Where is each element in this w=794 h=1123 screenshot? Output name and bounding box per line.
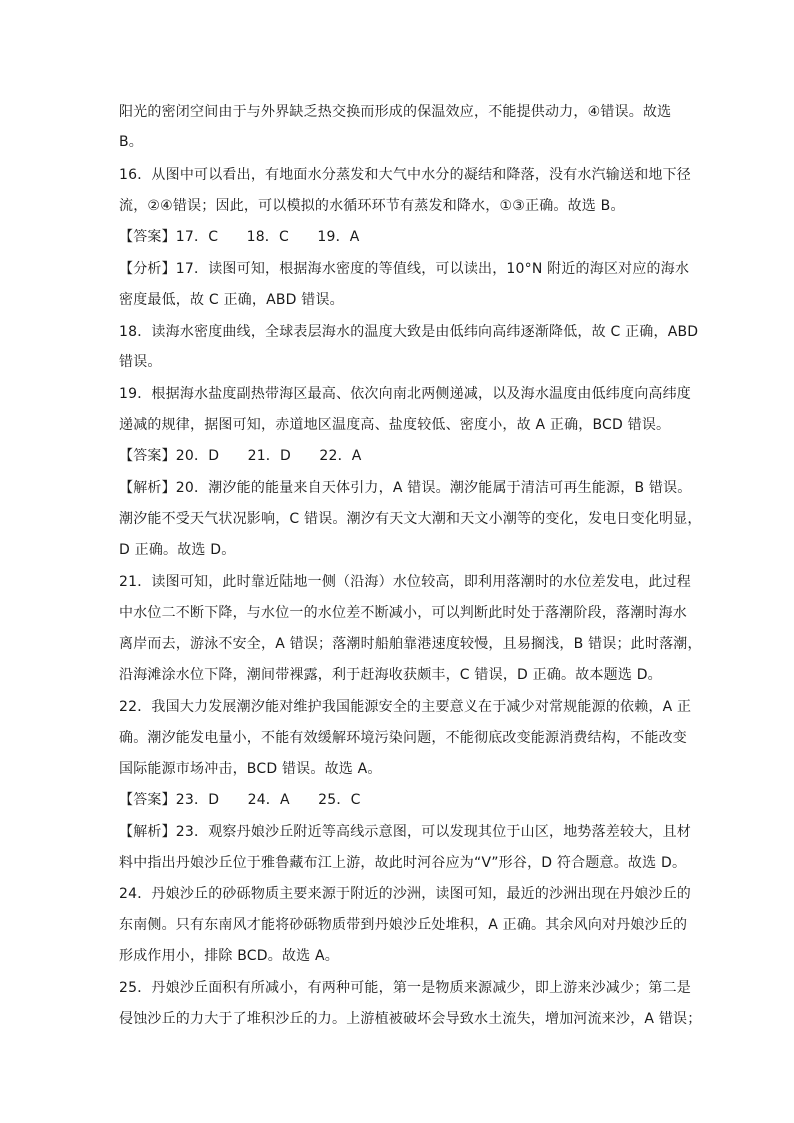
- text-line: B。: [119, 134, 144, 150]
- text-line: 【分析】17．读图可知，根据海水密度的等值线，可以读出，10°N 附近的海区对应的海水: [119, 261, 690, 277]
- text-line: 流，②④错误；因此，可以模拟的水循环环节有蒸发和降水，①③正确。故选 B。: [119, 198, 625, 214]
- text-line: 【解析】23．观察丹娘沙丘附近等高线示意图，可以发现其位于山区，地势落差较大，且材: [119, 824, 692, 840]
- text-line: D 正确。故选 D。: [119, 542, 236, 558]
- text-line: 中水位二不断下降，与水位一的水位差不断减小，可以判断此时处于落潮阶段，落潮时海水: [119, 605, 687, 621]
- text-line: 阳光的密闭空间由于与外界缺乏热交换而形成的保温效应，不能提供动力，④错误。故选: [119, 104, 672, 120]
- text-line: 25．丹娘沙丘面积有所减小，有两种可能，第一是物质来源减少，即上游来沙减少；第二是: [119, 980, 692, 996]
- answer-line: 【答案】23．D 24．A 25．C: [119, 792, 361, 808]
- text-line: 确。潮汐能发电量小，不能有效缓解环境污染问题，不能彻底改变能源消费结构，不能改变: [119, 730, 687, 746]
- text-line: 21．读图可知，此时靠近陆地一侧（沿海）水位较高，即利用落潮时的水位差发电，此过程: [119, 574, 692, 590]
- text-line: 递减的规律，据图可知，赤道地区温度高、盐度较低、密度小，故 A 正确，BCD 错误。: [119, 417, 671, 433]
- text-line: 国际能源市场冲击，BCD 错误。故选 A。: [119, 761, 382, 777]
- answer-line: 【答案】20．D 21．D 22．A: [119, 448, 362, 464]
- text-line: 18．读海水密度曲线，全球表层海水的温度大致是由低纬向高纬逐渐降低，故 C 正确，ABD: [119, 324, 699, 340]
- text-line: 【解析】20．潮汐能的能量来自天体引力，A 错误。潮汐能属于清洁可再生能源，B 错误。: [119, 480, 692, 496]
- answer-line: 【答案】17．C 18．C 19．A: [119, 229, 360, 245]
- text-line: 东南侧。只有东南风才能将砂砾物质带到丹娘沙丘处堆积，A 正确。其余风向对丹娘沙丘的: [119, 917, 688, 933]
- text-line: 22．我国大力发展潮汐能对维护我国能源安全的主要意义在于减少对常规能源的依赖，A 正: [119, 699, 692, 715]
- text-line: 形成作用小，排除 BCD。故选 A。: [119, 948, 339, 964]
- text-line: 错误。: [119, 354, 162, 370]
- text-line: 离岸而去，游泳不安全，A 错误；落潮时船舶靠港速度较慢，且易搁浅，B 错误；此时落潮，: [119, 636, 702, 652]
- text-line: 24．丹娘沙丘的砂砾物质主要来源于附近的沙洲，读图可知，最近的沙洲出现在丹娘沙丘的: [119, 886, 692, 902]
- text-line: 沿海滩涂水位下降，潮间带裸露，利于赶海收获颇丰，C 错误，D 正确。故本题选 D。: [119, 667, 662, 683]
- text-line: 16．从图中可以看出，有地面水分蒸发和大气中水分的凝结和降落，没有水汽输送和地下径: [119, 167, 692, 183]
- text-line: 密度最低，故 C 正确，ABD 错误。: [119, 292, 344, 308]
- text-line: 潮汐能不受天气状况影响，C 错误。潮汐有天文大潮和天文小潮等的变化，发电日变化明显，: [119, 511, 702, 527]
- text-line: 19．根据海水盐度副热带海区最高、依次向南北两侧递减，以及海水温度由低纬度向高纬度: [119, 386, 692, 402]
- text-line: 料中指出丹娘沙丘位于雅鲁藏布江上游，故此时河谷应为“V”形谷，D 符合题意。故选 D。: [119, 855, 687, 871]
- text-line: 侵蚀沙丘的力大于了堆积沙丘的力。上游植被破坏会导致水土流失，增加河流来沙，A 错误；: [119, 1011, 702, 1027]
